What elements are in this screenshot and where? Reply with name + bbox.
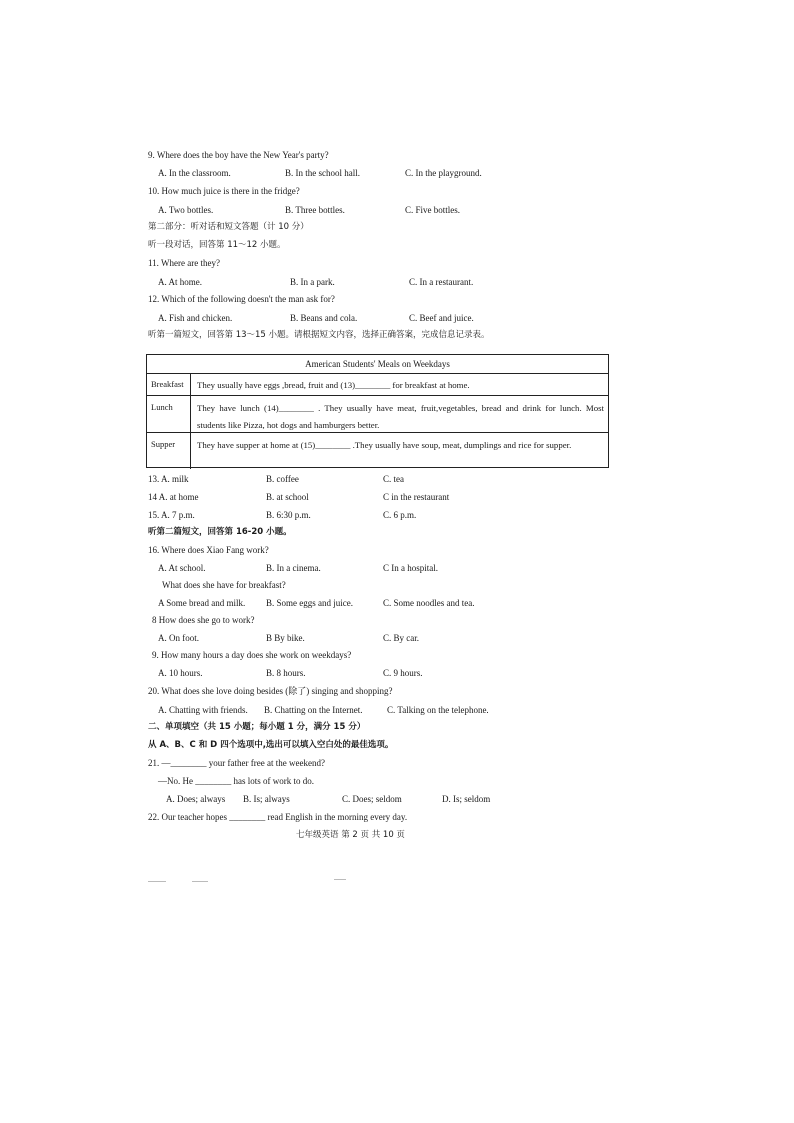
q21-stem2: —No. He ________ has lots of work to do.: [158, 776, 314, 786]
q21-stem: 21. —________ your father free at the weekend?: [148, 758, 325, 768]
q20-option-b: B. Chatting on the Internet.: [264, 705, 363, 715]
dialogue-intro: 听一段对话，回答第 11～12 小题。: [148, 240, 286, 250]
q17-stem: What does she have for breakfast?: [162, 580, 286, 590]
q9-option-a: A. In the classroom.: [158, 168, 231, 178]
row-text: They usually have eggs ,bread, fruit and (13)________ for breakfast at home.: [197, 380, 470, 390]
q19-option-a: A. 10 hours.: [158, 668, 203, 678]
section2-instructions: 从 A、B、C 和 D 四个选项中,选出可以填入空白处的最佳选项。: [148, 740, 394, 750]
q20-stem: 20. What does she love doing besides (除了) singing and shopping?: [148, 686, 393, 696]
meal-info-table: [146, 354, 609, 468]
q9-option-b: B. In the school hall.: [285, 168, 360, 178]
q15-option-c: C. 6 p.m.: [383, 510, 417, 520]
q10-option-b: B. Three bottles.: [285, 205, 345, 215]
scan-smudge: [148, 881, 166, 882]
q20-option-c: C. Talking on the telephone.: [387, 705, 489, 715]
row-text: They have lunch (14)________ . They usually have meat, fruit,vegetables, bread and drink for lunch. Most students like Pizza, hot dogs and hamburgers better.: [197, 403, 604, 430]
q9-option-c: C. In the playground.: [405, 168, 482, 178]
q11-option-b: B. In a park.: [290, 277, 335, 287]
q20-option-a: A. Chatting with friends.: [158, 705, 248, 715]
q12-option-c: C. Beef and juice.: [409, 313, 474, 323]
q16-option-a: A. At school.: [158, 563, 206, 573]
q11-option-a: A. At home.: [158, 277, 202, 287]
section2-heading: 二、单项填空（共 15 小题；每小题 1 分，满分 15 分）: [148, 722, 366, 732]
q21-option-b: B. Is; always: [243, 794, 290, 804]
q12-stem: 12. Which of the following doesn't the man ask for?: [148, 294, 335, 304]
q9-stem: 9. Where does the boy have the New Year's party?: [148, 150, 329, 160]
q19-option-c: C. 9 hours.: [383, 668, 423, 678]
part2-heading: 第二部分：听对话和短文答题（计 10 分）: [148, 222, 309, 232]
row-label: Breakfast: [147, 374, 191, 395]
q18-option-c: C. By car.: [383, 633, 419, 643]
table-row-lunch: [147, 396, 608, 433]
q15-option-b: B. 6:30 p.m.: [266, 510, 311, 520]
q19-option-b: B. 8 hours.: [266, 668, 306, 678]
q13-option-c: C. tea: [383, 474, 404, 484]
q11-stem: 11. Where are they?: [148, 258, 220, 268]
scan-smudge: [192, 881, 208, 882]
q12-option-b: B. Beans and cola.: [290, 313, 358, 323]
row-text: They have supper at home at (15)________ .They usually have soup, meat, dumplings and rice for supper.: [197, 440, 572, 450]
q18-option-b: B By bike.: [266, 633, 305, 643]
q21-option-d: D. Is; seldom: [442, 794, 491, 804]
q21-option-c: C. Does; seldom: [342, 794, 402, 804]
q16-stem: 16. Where does Xiao Fang work?: [148, 545, 269, 555]
q10-option-a: A. Two bottles.: [158, 205, 214, 215]
table-row-supper: [147, 433, 608, 469]
q19-stem: 9. How many hours a day does she work on weekdays?: [152, 650, 352, 660]
q17-option-b: B. Some eggs and juice.: [266, 598, 353, 608]
q11-option-c: C. In a restaurant.: [409, 277, 474, 287]
page-footer: 七年级英语 第 2 页 共 10 页: [296, 830, 405, 840]
row-label: Supper: [147, 433, 191, 469]
q13-option-a: 13. A. milk: [148, 474, 189, 484]
q14-option-a: 14 A. at home: [148, 492, 199, 502]
q13-option-b: B. coffee: [266, 474, 299, 484]
table-row-breakfast: [147, 374, 608, 396]
table-title: American Students' Meals on Weekdays: [147, 355, 608, 374]
q18-stem: 8 How does she go to work?: [152, 615, 255, 625]
q14-option-b: B. at school: [266, 492, 309, 502]
passage2-intro: 听第二篇短文，回答第 16-20 小题。: [148, 527, 292, 537]
q12-option-a: A. Fish and chicken.: [158, 313, 233, 323]
q17-option-a: A Some bread and milk.: [158, 598, 246, 608]
passage1-intro: 听第一篇短文，回答第 13～15 小题。请根据短文内容，选择正确答案，完成信息记录表。: [148, 330, 490, 340]
q16-option-c: C In a hospital.: [383, 563, 438, 573]
q18-option-a: A. On foot.: [158, 633, 199, 643]
q14-option-c: C in the restaurant: [383, 492, 450, 502]
q16-option-b: B. In a cinema.: [266, 563, 321, 573]
scan-smudge: [334, 879, 346, 880]
q17-option-c: C. Some noodles and tea.: [383, 598, 475, 608]
q22-stem: 22. Our teacher hopes ________ read English in the morning every day.: [148, 812, 408, 822]
q15-option-a: 15. A. 7 p.m.: [148, 510, 195, 520]
q10-stem: 10. How much juice is there in the fridge?: [148, 186, 300, 196]
q10-option-c: C. Five bottles.: [405, 205, 461, 215]
q21-option-a: A. Does; always: [166, 794, 226, 804]
row-label: Lunch: [147, 396, 191, 432]
